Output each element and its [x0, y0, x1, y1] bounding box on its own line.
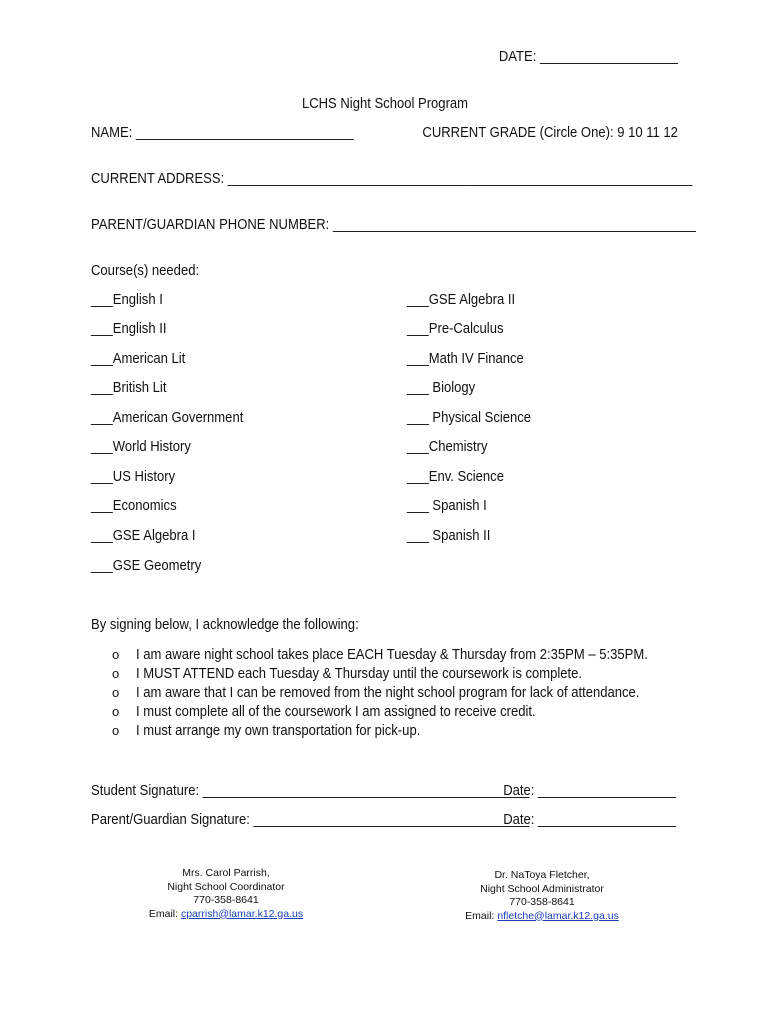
- current-grade-field[interactable]: CURRENT GRADE (Circle One): 9 10 11 12: [422, 125, 678, 141]
- course-option-left[interactable]: ___Economics: [91, 498, 177, 514]
- current-address-field[interactable]: CURRENT ADDRESS: ________________________________________________________________: [91, 171, 693, 187]
- student-signature-field[interactable]: Student Signature: _____________________________________________: [91, 783, 530, 799]
- acknowledgement-item: I am aware that I can be removed from the night school program for lack of attendance.: [136, 685, 640, 701]
- contact-name: Mrs. Carol Parrish,: [182, 867, 270, 879]
- contact-email-link[interactable]: nfletche@lamar.k12.ga.us: [497, 909, 619, 922]
- contact-role: Night School Administrator: [480, 882, 604, 895]
- course-option-left[interactable]: ___US History: [91, 469, 176, 485]
- course-option-right[interactable]: ___Env. Science: [407, 469, 504, 485]
- page-title: LCHS Night School Program: [301, 96, 469, 112]
- coordinator-contact: [116, 867, 336, 921]
- contact-email-link[interactable]: cparrish@lamar.k12.ga.us: [180, 907, 304, 920]
- parent-date-field[interactable]: Date: ___________________: [503, 812, 676, 828]
- courses-heading: Course(s) needed:: [91, 263, 200, 279]
- course-option-right[interactable]: ___ Biology: [407, 380, 476, 396]
- course-option-right[interactable]: ___ Physical Science: [407, 410, 532, 426]
- contact-email-label: Email:: [465, 909, 498, 922]
- student-date-field[interactable]: Date: ___________________: [503, 783, 676, 799]
- contact-name: Dr. NaToya Fletcher,: [494, 869, 590, 881]
- acknowledgement-item: I must arrange my own transportation for pick-up.: [136, 723, 421, 739]
- course-option-left[interactable]: ___GSE Geometry: [91, 558, 202, 574]
- acknowledgement-item: I MUST ATTEND each Tuesday & Thursday until the coursework is complete.: [136, 666, 583, 682]
- course-option-left[interactable]: ___British Lit: [91, 380, 167, 396]
- bullet-circle-icon: o: [112, 666, 120, 681]
- bullet-circle-icon: o: [112, 704, 120, 719]
- course-option-right[interactable]: ___Math IV Finance: [407, 351, 524, 367]
- acknowledgement-item: I must complete all of the coursework I am assigned to receive credit.: [136, 704, 536, 720]
- parent-phone-field[interactable]: PARENT/GUARDIAN PHONE NUMBER: __________________________________________________: [91, 217, 696, 233]
- course-option-left[interactable]: ___English I: [91, 292, 163, 308]
- contact-role: Night School Coordinator: [167, 880, 285, 893]
- contact-phone: 770-358-8641: [509, 896, 575, 908]
- course-option-right[interactable]: ___ Spanish I: [407, 498, 487, 514]
- course-option-right[interactable]: ___Pre-Calculus: [407, 321, 504, 337]
- bullet-circle-icon: o: [112, 647, 120, 662]
- acknowledgement-item: I am aware night school takes place EACH Tuesday & Thursday from 2:35PM – 5:35PM.: [136, 647, 648, 663]
- course-option-right[interactable]: ___Chemistry: [407, 439, 488, 455]
- course-option-left[interactable]: ___American Government: [91, 410, 244, 426]
- course-option-left[interactable]: ___English II: [91, 321, 167, 337]
- administrator-contact: [432, 869, 652, 923]
- bullet-circle-icon: o: [112, 685, 120, 700]
- contact-email-label: Email:: [148, 907, 181, 920]
- contact-phone: 770-358-8641: [193, 894, 259, 906]
- acknowledgement-heading: By signing below, I acknowledge the following:: [91, 617, 359, 633]
- course-option-right[interactable]: ___GSE Algebra II: [407, 292, 516, 308]
- name-field[interactable]: NAME: ______________________________: [91, 125, 354, 141]
- date-field[interactable]: DATE: ___________________: [499, 49, 678, 65]
- bullet-circle-icon: o: [112, 723, 120, 738]
- course-option-right[interactable]: ___ Spanish II: [407, 528, 491, 544]
- course-option-left[interactable]: ___World History: [91, 439, 191, 455]
- parent-signature-field[interactable]: Parent/Guardian Signature: ______________________________________: [91, 812, 530, 828]
- course-option-left[interactable]: ___American Lit: [91, 351, 186, 367]
- course-option-left[interactable]: ___GSE Algebra I: [91, 528, 196, 544]
- contact-email-line: [432, 910, 652, 924]
- contact-email-line: [116, 908, 336, 922]
